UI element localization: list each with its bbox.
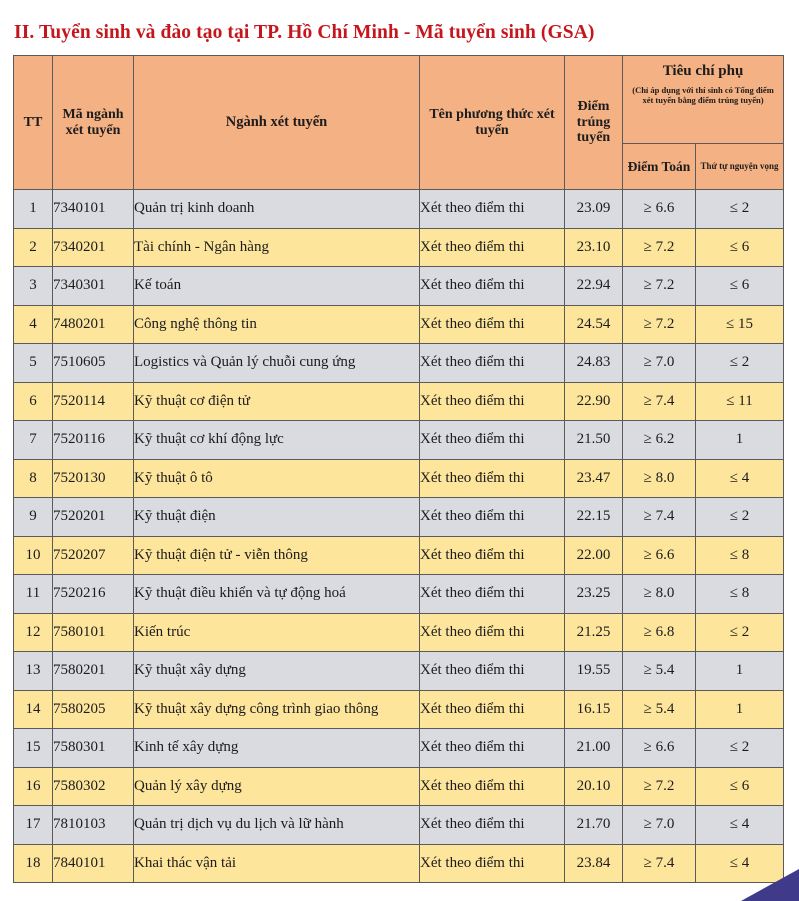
- cell-preference: ≤ 4: [696, 806, 784, 845]
- cell-method: Xét theo điểm thi: [420, 459, 565, 498]
- cell-math: ≥ 7.2: [623, 228, 696, 267]
- cell-score: 19.55: [565, 652, 623, 691]
- cell-tt: 18: [14, 844, 53, 883]
- table-row: [14, 382, 784, 421]
- cell-code: 7520130: [53, 459, 134, 498]
- cell-name: Kinh tế xây dựng: [134, 729, 420, 768]
- cell-math: ≥ 7.4: [623, 382, 696, 421]
- cell-math: ≥ 8.0: [623, 459, 696, 498]
- cell-name: Công nghệ thông tin: [134, 305, 420, 344]
- cell-code: 7520201: [53, 498, 134, 537]
- cell-code: 7840101: [53, 844, 134, 883]
- cell-preference: ≤ 2: [696, 344, 784, 383]
- cell-tt: 7: [14, 421, 53, 460]
- cell-math: ≥ 6.8: [623, 613, 696, 652]
- cell-tt: 11: [14, 575, 53, 614]
- cell-name: Logistics và Quản lý chuỗi cung ứng: [134, 344, 420, 383]
- cell-tt: 15: [14, 729, 53, 768]
- cell-preference: ≤ 6: [696, 767, 784, 806]
- cell-method: Xét theo điểm thi: [420, 498, 565, 537]
- cell-math: ≥ 8.0: [623, 575, 696, 614]
- cell-score: 22.00: [565, 536, 623, 575]
- table-row: [14, 806, 784, 845]
- cell-preference: ≤ 2: [696, 729, 784, 768]
- cell-score: 21.70: [565, 806, 623, 845]
- table-header: [14, 56, 784, 190]
- cell-method: Xét theo điểm thi: [420, 613, 565, 652]
- cell-tt: 1: [14, 190, 53, 229]
- cell-name: Tài chính - Ngân hàng: [134, 228, 420, 267]
- cell-name: Kế toán: [134, 267, 420, 306]
- cell-name: Quản lý xây dựng: [134, 767, 420, 806]
- cell-tt: 12: [14, 613, 53, 652]
- cell-name: Kiến trúc: [134, 613, 420, 652]
- cell-code: 7520207: [53, 536, 134, 575]
- cell-score: 16.15: [565, 690, 623, 729]
- cell-name: Khai thác vận tải: [134, 844, 420, 883]
- table-row: [14, 729, 784, 768]
- cell-method: Xét theo điểm thi: [420, 344, 565, 383]
- table-body: [14, 190, 784, 883]
- cell-math: ≥ 7.2: [623, 305, 696, 344]
- cell-score: 22.15: [565, 498, 623, 537]
- cell-tt: 8: [14, 459, 53, 498]
- cell-preference: 1: [696, 652, 784, 691]
- header-criteria-note: (Chỉ áp dụng với thí sinh có Tổng điểm xét tuyển bằng điểm trúng tuyển): [632, 84, 774, 106]
- cell-method: Xét theo điểm thi: [420, 806, 565, 845]
- cell-preference: ≤ 15: [696, 305, 784, 344]
- cell-tt: 4: [14, 305, 53, 344]
- header-code: Mã ngành xét tuyển: [53, 56, 134, 190]
- cell-score: 24.54: [565, 305, 623, 344]
- cell-code: 7340201: [53, 228, 134, 267]
- table-row: [14, 844, 784, 883]
- table-row: [14, 690, 784, 729]
- cell-code: 7520216: [53, 575, 134, 614]
- cell-preference: ≤ 6: [696, 267, 784, 306]
- cell-name: Quản trị dịch vụ du lịch và lữ hành: [134, 806, 420, 845]
- cell-code: 7580101: [53, 613, 134, 652]
- corner-decoration: [741, 869, 799, 901]
- cell-method: Xét theo điểm thi: [420, 421, 565, 460]
- cell-score: 21.00: [565, 729, 623, 768]
- cell-tt: 13: [14, 652, 53, 691]
- header-name: Ngành xét tuyển: [134, 56, 420, 190]
- cell-math: ≥ 7.0: [623, 806, 696, 845]
- cell-tt: 10: [14, 536, 53, 575]
- cell-code: 7580205: [53, 690, 134, 729]
- cell-method: Xét theo điểm thi: [420, 267, 565, 306]
- cell-method: Xét theo điểm thi: [420, 228, 565, 267]
- cell-preference: ≤ 2: [696, 498, 784, 537]
- header-math: Điểm Toán: [623, 144, 696, 190]
- cell-method: Xét theo điểm thi: [420, 767, 565, 806]
- cell-method: Xét theo điểm thi: [420, 536, 565, 575]
- cell-code: 7580301: [53, 729, 134, 768]
- cell-method: Xét theo điểm thi: [420, 382, 565, 421]
- cell-preference: ≤ 8: [696, 536, 784, 575]
- cell-score: 21.25: [565, 613, 623, 652]
- table-row: [14, 190, 784, 229]
- header-score: Điểm trúng tuyển: [565, 56, 623, 190]
- cell-method: Xét theo điểm thi: [420, 729, 565, 768]
- cell-tt: 14: [14, 690, 53, 729]
- header-method: Tên phương thức xét tuyển: [420, 56, 565, 190]
- cell-math: ≥ 5.4: [623, 690, 696, 729]
- table-row: [14, 613, 784, 652]
- cell-name: Kỹ thuật điện tử - viễn thông: [134, 536, 420, 575]
- cell-math: ≥ 7.2: [623, 767, 696, 806]
- header-criteria: [623, 56, 784, 144]
- cell-name: Kỹ thuật ô tô: [134, 459, 420, 498]
- cell-tt: 3: [14, 267, 53, 306]
- cell-method: Xét theo điểm thi: [420, 190, 565, 229]
- cell-tt: 5: [14, 344, 53, 383]
- cell-name: Kỹ thuật điện: [134, 498, 420, 537]
- cell-method: Xét theo điểm thi: [420, 305, 565, 344]
- table-row: [14, 575, 784, 614]
- cell-score: 22.90: [565, 382, 623, 421]
- cell-score: 23.09: [565, 190, 623, 229]
- header-criteria-title: Tiêu chí phụ: [662, 63, 744, 79]
- cell-tt: 9: [14, 498, 53, 537]
- cell-score: 23.84: [565, 844, 623, 883]
- cell-code: 7510605: [53, 344, 134, 383]
- cell-preference: ≤ 11: [696, 382, 784, 421]
- table-row: [14, 305, 784, 344]
- page-title: II. Tuyển sinh và đào tạo tại TP. Hồ Chí Minh - Mã tuyển sinh (GSA): [14, 22, 595, 43]
- cell-code: 7810103: [53, 806, 134, 845]
- table-row: [14, 459, 784, 498]
- cell-preference: 1: [696, 421, 784, 460]
- cell-score: 22.94: [565, 267, 623, 306]
- cell-math: ≥ 6.6: [623, 190, 696, 229]
- cell-name: Kỹ thuật xây dựng công trình giao thông: [134, 690, 420, 729]
- cell-preference: ≤ 8: [696, 575, 784, 614]
- header-preference: Thứ tự nguyện vọng: [696, 144, 784, 190]
- cell-score: 23.25: [565, 575, 623, 614]
- cell-preference: ≤ 2: [696, 613, 784, 652]
- cell-name: Kỹ thuật cơ điện tử: [134, 382, 420, 421]
- admissions-table: [13, 55, 784, 883]
- cell-math: ≥ 7.2: [623, 267, 696, 306]
- table-row: [14, 536, 784, 575]
- cell-code: 7580302: [53, 767, 134, 806]
- cell-code: 7520114: [53, 382, 134, 421]
- table-row: [14, 267, 784, 306]
- header-tt: TT: [14, 56, 53, 190]
- cell-preference: ≤ 2: [696, 190, 784, 229]
- table-row: [14, 652, 784, 691]
- cell-score: 20.10: [565, 767, 623, 806]
- cell-preference: ≤ 4: [696, 844, 784, 883]
- cell-method: Xét theo điểm thi: [420, 575, 565, 614]
- cell-math: ≥ 7.4: [623, 498, 696, 537]
- cell-score: 23.47: [565, 459, 623, 498]
- cell-preference: ≤ 4: [696, 459, 784, 498]
- table-row: [14, 421, 784, 460]
- cell-tt: 17: [14, 806, 53, 845]
- cell-math: ≥ 7.0: [623, 344, 696, 383]
- cell-tt: 6: [14, 382, 53, 421]
- cell-tt: 16: [14, 767, 53, 806]
- cell-name: Kỹ thuật xây dựng: [134, 652, 420, 691]
- cell-code: 7340301: [53, 267, 134, 306]
- cell-score: 24.83: [565, 344, 623, 383]
- cell-name: Kỹ thuật cơ khí động lực: [134, 421, 420, 460]
- table-row: [14, 344, 784, 383]
- cell-method: Xét theo điểm thi: [420, 652, 565, 691]
- cell-preference: ≤ 6: [696, 228, 784, 267]
- cell-code: 7480201: [53, 305, 134, 344]
- cell-name: Quản trị kinh doanh: [134, 190, 420, 229]
- cell-math: ≥ 6.6: [623, 729, 696, 768]
- cell-code: 7580201: [53, 652, 134, 691]
- cell-math: ≥ 5.4: [623, 652, 696, 691]
- table-row: [14, 498, 784, 537]
- cell-tt: 2: [14, 228, 53, 267]
- cell-preference: 1: [696, 690, 784, 729]
- cell-score: 23.10: [565, 228, 623, 267]
- cell-code: 7520116: [53, 421, 134, 460]
- table-row: [14, 228, 784, 267]
- cell-method: Xét theo điểm thi: [420, 690, 565, 729]
- cell-math: ≥ 6.6: [623, 536, 696, 575]
- cell-math: ≥ 6.2: [623, 421, 696, 460]
- cell-math: ≥ 7.4: [623, 844, 696, 883]
- table-row: [14, 767, 784, 806]
- cell-method: Xét theo điểm thi: [420, 844, 565, 883]
- cell-code: 7340101: [53, 190, 134, 229]
- cell-name: Kỹ thuật điều khiển và tự động hoá: [134, 575, 420, 614]
- cell-score: 21.50: [565, 421, 623, 460]
